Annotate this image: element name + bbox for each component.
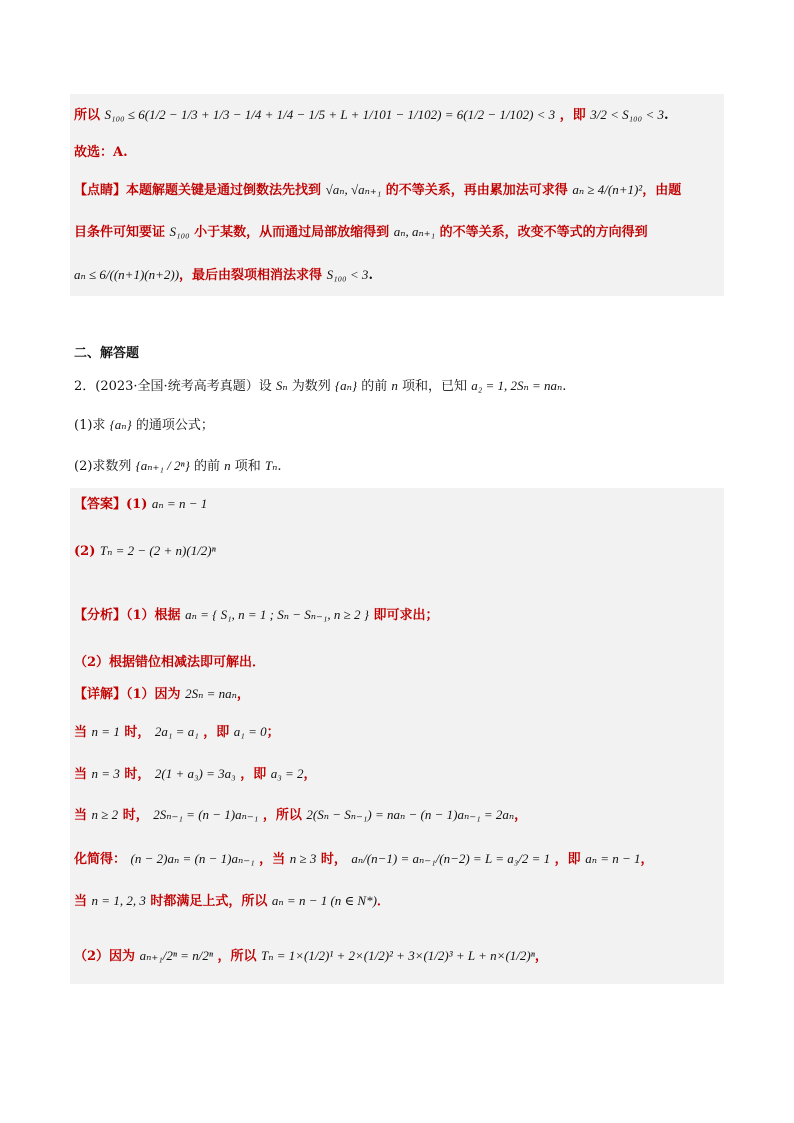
line-answer-choice: 故选：A.	[74, 145, 128, 160]
detail-line-5: 化简得： (n − 2)aₙ = (n − 1)aₙ₋₁ ，当 n ≥ 3 时， aₙ/(n−1) = aₙ₋₁/(n−2) = L = a₃/2 = 1 ，即 aₙ = n − 1，	[74, 851, 654, 867]
answer-line-2: (2) Tₙ = 2 − (2 + n)(1/2)ⁿ	[74, 543, 216, 559]
answer-line-1: 【答案】(1) aₙ = n − 1	[74, 496, 208, 512]
detail-line-1: 【详解】（1）因为 2Sₙ = naₙ，	[74, 686, 250, 702]
line-key-point-2: 目条件可知要证 S₁₀₀ 小于某数，从而通过局部放缩得到 aₙ, aₙ₊₁ 的不等关系，改变不等式的方向得到	[74, 224, 648, 240]
detail-line-7: （2）因为 aₙ₊₁/2ⁿ = n/2ⁿ ，所以 Tₙ = 1×(1/2)¹ + 2×(1/2)² + 3×(1/2)³ + L + n×(1/2)ⁿ，	[74, 948, 548, 964]
detail-line-2: 当 n = 1 时， 2a₁ = a₁ ，即 a₁ = 0；	[74, 724, 280, 740]
analysis-line-2: （2）根据错位相减法即可解出．	[74, 655, 266, 670]
math-expression: S₁₀₀ ≤ 6(1/2 − 1/3 + 1/3 − 1/4 + 1/4 − 1/5 + L + 1/101 − 1/102) = 6(1/2 − 1/102) < 3	[104, 107, 556, 122]
math-expression: 3/2 < S₁₀₀ < 3	[590, 107, 664, 122]
question-2-stem: 2．(2023·全国·统考高考真题）设 Sₙ 为数列 {aₙ} 的前 n 项和，已知 a₂ = 1, 2Sₙ = naₙ.	[74, 378, 567, 394]
line-conclusion-sum: 所以 S₁₀₀ ≤ 6(1/2 − 1/3 + 1/3 − 1/4 + 1/4 − 1/5 + L + 1/101 − 1/102) = 6(1/2 − 1/102) < 3 ，即 3/2 < S₁₀₀ < 3.	[74, 107, 669, 123]
detail-line-6: 当 n = 1, 2, 3 时都满足上式，所以 aₙ = n − 1 (n ∈ N*)．	[74, 893, 390, 909]
question-2-part-2: (2)求数列 {aₙ₊₁ / 2ⁿ} 的前 n 项和 Tₙ.	[74, 458, 282, 474]
analysis-line-1: 【分析】（1）根据 aₙ = { S₁, n = 1 ; Sₙ − Sₙ₋₁, n ≥ 2 } 即可求出；	[74, 607, 439, 623]
section-heading: 二、解答题	[74, 346, 140, 361]
detail-line-4: 当 n ≥ 2 时， 2Sₙ₋₁ = (n − 1)aₙ₋₁ ，所以 2(Sₙ − Sₙ₋₁) = naₙ − (n − 1)aₙ₋₁ = 2aₙ，	[74, 807, 528, 823]
question-2-part-1: (1)求 {aₙ} 的通项公式；	[74, 417, 214, 433]
line-key-point-1: 【点睛】本题解题关键是通过倒数法先找到 √aₙ, √aₙ₊₁ 的不等关系，再由累加法可求得 aₙ ≥ 4/(n+1)²，由题	[74, 182, 682, 198]
detail-line-3: 当 n = 3 时， 2(1 + a₃) = 3a₃ ，即 a₃ = 2，	[74, 766, 317, 782]
line-key-point-3: aₙ ≤ 6/((n+1)(n+2))，最后由裂项相消法求得 S₁₀₀ < 3.	[74, 267, 373, 283]
